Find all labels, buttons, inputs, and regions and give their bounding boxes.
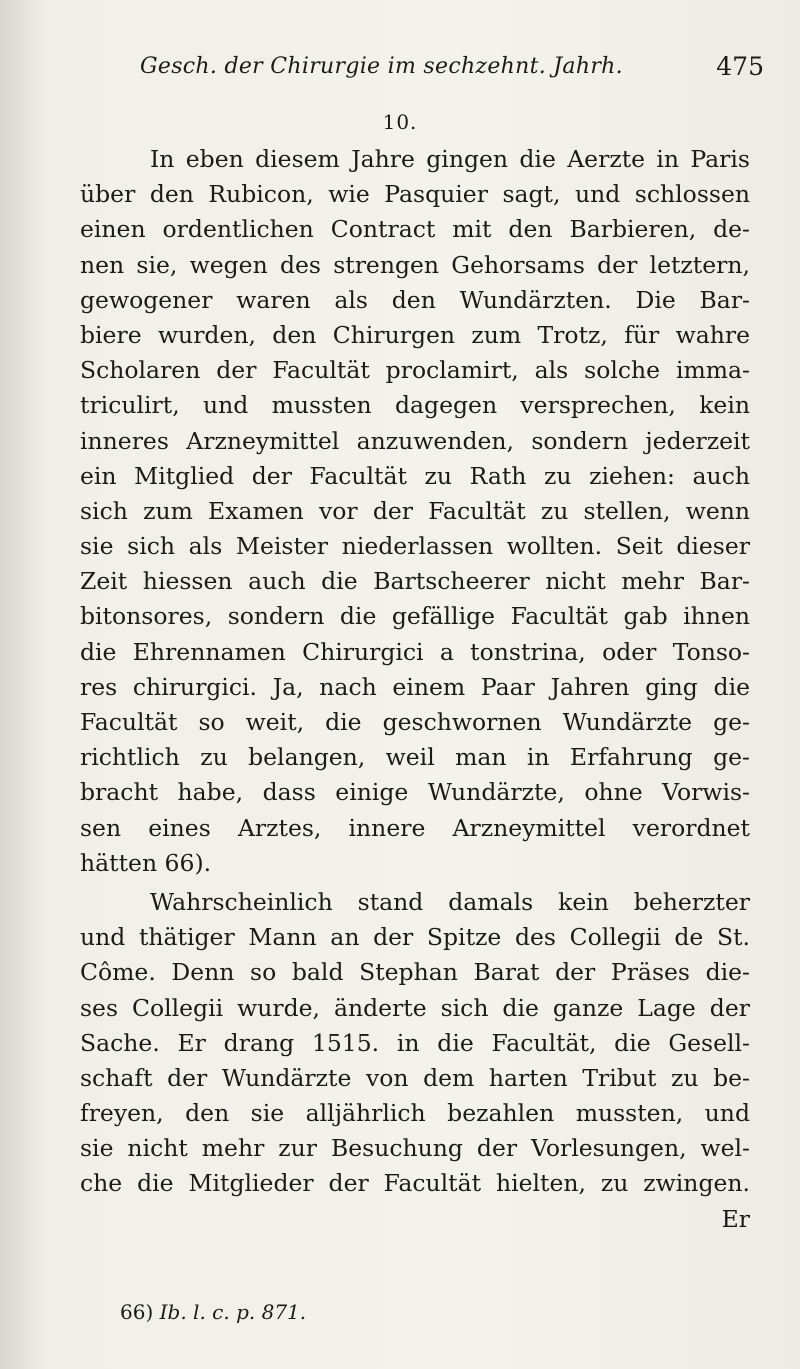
- footnote: [120, 1300, 306, 1324]
- text-line: Wahrscheinlich stand damals kein beherzter: [150, 887, 750, 916]
- text-line: bitonsores, sondern die gefällige Facultät gab ihnen: [80, 602, 750, 631]
- running-title: Gesch. der Chirurgie im sechzehnt. Jahrh.: [140, 54, 623, 79]
- catchword: Er: [721, 1204, 750, 1233]
- text-line: gewogener waren als den Wundärzten. Die Bar-: [80, 285, 750, 314]
- text-line: triculirt, und mussten dagegen versprechen, kein: [80, 391, 750, 420]
- text-line: sich zum Examen vor der Facultät zu stellen, wenn: [80, 496, 750, 525]
- text-line: Sache. Er drang 1515. in die Facultät, die Gesell-: [80, 1028, 750, 1057]
- text-line: ein Mitglied der Facultät zu Rath zu ziehen: auch: [80, 461, 750, 490]
- page-header: [140, 50, 770, 90]
- text-line: richtlich zu belangen, weil man in Erfahrung ge-: [80, 743, 750, 772]
- text-line: res chirurgici. Ja, nach einem Paar Jahren ging die: [80, 672, 750, 701]
- text-line: sie sich als Meister niederlassen wollten. Seit dieser: [80, 532, 750, 561]
- footnote-number: 66): [120, 1300, 154, 1324]
- text-line: und thätiger Mann an der Spitze des Collegii de St.: [80, 923, 750, 952]
- text-line: Côme. Denn so bald Stephan Barat der Präses die-: [80, 958, 750, 987]
- text-line: sie nicht mehr zur Besuchung der Vorlesungen, wel-: [80, 1134, 750, 1163]
- text-line: nen sie, wegen des strengen Gehorsams der letztern,: [80, 250, 750, 279]
- text-line: Facultät so weit, die geschwornen Wundärzte ge-: [80, 708, 750, 736]
- text-line: hätten 66).: [80, 848, 212, 877]
- page-number: 475: [716, 52, 764, 81]
- text-line: ses Collegii wurde, änderte sich die ganze Lage der: [80, 993, 750, 1022]
- text-line: biere wurden, den Chirurgen zum Trotz, für wahre: [80, 320, 750, 349]
- text-line: die Ehrennamen Chirurgici a tonstrina, oder Tonso-: [80, 637, 750, 666]
- section-number: 10.: [382, 110, 418, 134]
- text-line: Scholaren der Facultät proclamirt, als solche imma-: [80, 356, 750, 385]
- text-line: bracht habe, dass einige Wundärzte, ohne Vorwis-: [80, 778, 750, 807]
- body-text: [80, 142, 750, 1237]
- text-line: schaft der Wundärzte von dem harten Tribut zu be-: [80, 1063, 750, 1092]
- footnote-text: Ib. l. c. p. 871.: [159, 1300, 307, 1324]
- text-line: Zeit hiessen auch die Bartscheerer nicht mehr Bar-: [80, 567, 750, 596]
- text-line: sen eines Arztes, innere Arzneymittel verordnet: [80, 813, 750, 842]
- text-line: über den Rubicon, wie Pasquier sagt, und schlossen: [80, 180, 750, 209]
- text-line: einen ordentlichen Contract mit den Barbieren, de-: [80, 215, 750, 244]
- text-line: inneres Arzneymittel anzuwenden, sondern jederzeit: [80, 426, 750, 455]
- text-line: freyen, den sie alljährlich bezahlen mussten, und: [80, 1099, 750, 1128]
- text-line: che die Mitglieder der Facultät hielten, zu zwingen.: [80, 1169, 750, 1198]
- text-line: In eben diesem Jahre gingen die Aerzte in Paris: [150, 145, 750, 173]
